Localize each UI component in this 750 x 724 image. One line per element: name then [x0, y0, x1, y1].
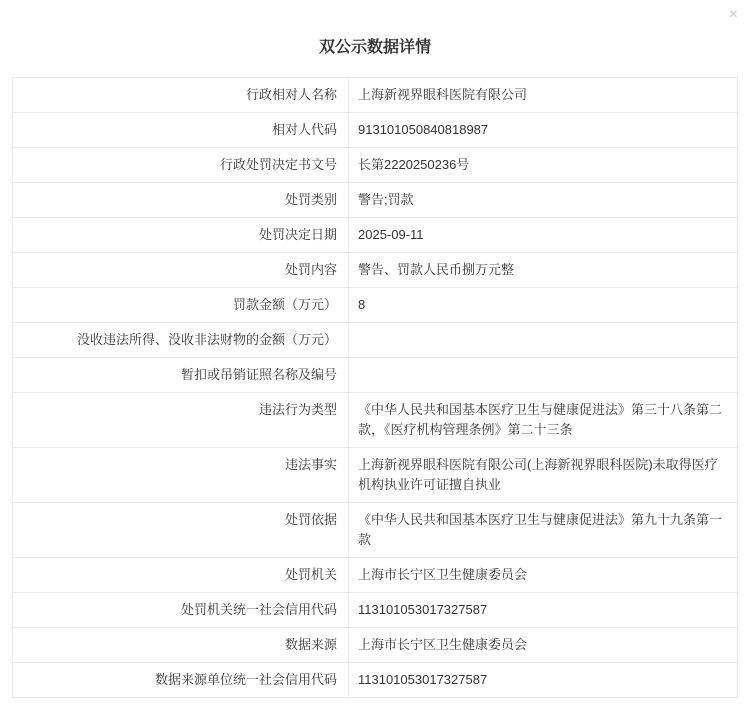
table-row	[13, 663, 738, 698]
table-row	[13, 323, 738, 358]
row-value: 上海市长宁区卫生健康委员会	[349, 558, 738, 593]
row-value: 上海新视界眼科医院有限公司(上海新视界眼科医院)未取得医疗机构执业许可证擅自执业	[349, 448, 738, 503]
table-row	[13, 218, 738, 253]
row-label: 处罚决定日期	[13, 218, 349, 253]
row-value: 913101050840818987	[349, 113, 738, 148]
table-row	[13, 503, 738, 558]
table-row	[13, 358, 738, 393]
table-row	[13, 593, 738, 628]
table-row	[13, 558, 738, 593]
row-label: 罚款金额（万元）	[13, 288, 349, 323]
row-label: 行政处罚决定书文号	[13, 148, 349, 183]
row-label: 处罚机关统一社会信用代码	[13, 593, 349, 628]
close-icon[interactable]: ×	[728, 6, 738, 23]
row-label: 违法事实	[13, 448, 349, 503]
dialog-title: 双公示数据详情	[318, 39, 431, 56]
row-value: 上海市长宁区卫生健康委员会	[349, 628, 738, 663]
row-label: 处罚机关	[13, 558, 349, 593]
table-row	[13, 448, 738, 503]
row-label: 处罚内容	[13, 253, 349, 288]
row-value: 警告;罚款	[349, 183, 738, 218]
row-label: 处罚类别	[13, 183, 349, 218]
row-value: 113101053017327587	[349, 593, 738, 628]
row-label: 暂扣或吊销证照名称及编号	[13, 358, 349, 393]
row-label: 数据来源单位统一社会信用代码	[13, 663, 349, 698]
table-row	[13, 113, 738, 148]
row-label: 行政相对人名称	[13, 78, 349, 113]
row-value: 113101053017327587	[349, 663, 738, 698]
table-row	[13, 288, 738, 323]
row-value: 警告、罚款人民币捌万元整	[349, 253, 738, 288]
row-value: 2025-09-11	[349, 218, 738, 253]
row-value: 《中华人民共和国基本医疗卫生与健康促进法》第九十九条第一款	[349, 503, 738, 558]
table-row	[13, 183, 738, 218]
row-value: 8	[349, 288, 738, 323]
row-label: 相对人代码	[13, 113, 349, 148]
row-value	[349, 323, 738, 358]
row-value	[349, 358, 738, 393]
row-label: 处罚依据	[13, 503, 349, 558]
row-value: 上海新视界眼科医院有限公司	[349, 78, 738, 113]
row-label: 没收违法所得、没收非法财物的金额（万元）	[13, 323, 349, 358]
detail-table	[12, 77, 738, 698]
row-label: 数据来源	[13, 628, 349, 663]
table-row	[13, 393, 738, 448]
table-row	[13, 78, 738, 113]
table-row	[13, 148, 738, 183]
row-value: 长第2220250236号	[349, 148, 738, 183]
row-label: 违法行为类型	[13, 393, 349, 448]
table-row	[13, 253, 738, 288]
row-value: 《中华人民共和国基本医疗卫生与健康促进法》第三十八条第二款，《医疗机构管理条例》第二十三条	[349, 393, 738, 448]
table-row	[13, 628, 738, 663]
detail-table-body	[13, 78, 738, 698]
